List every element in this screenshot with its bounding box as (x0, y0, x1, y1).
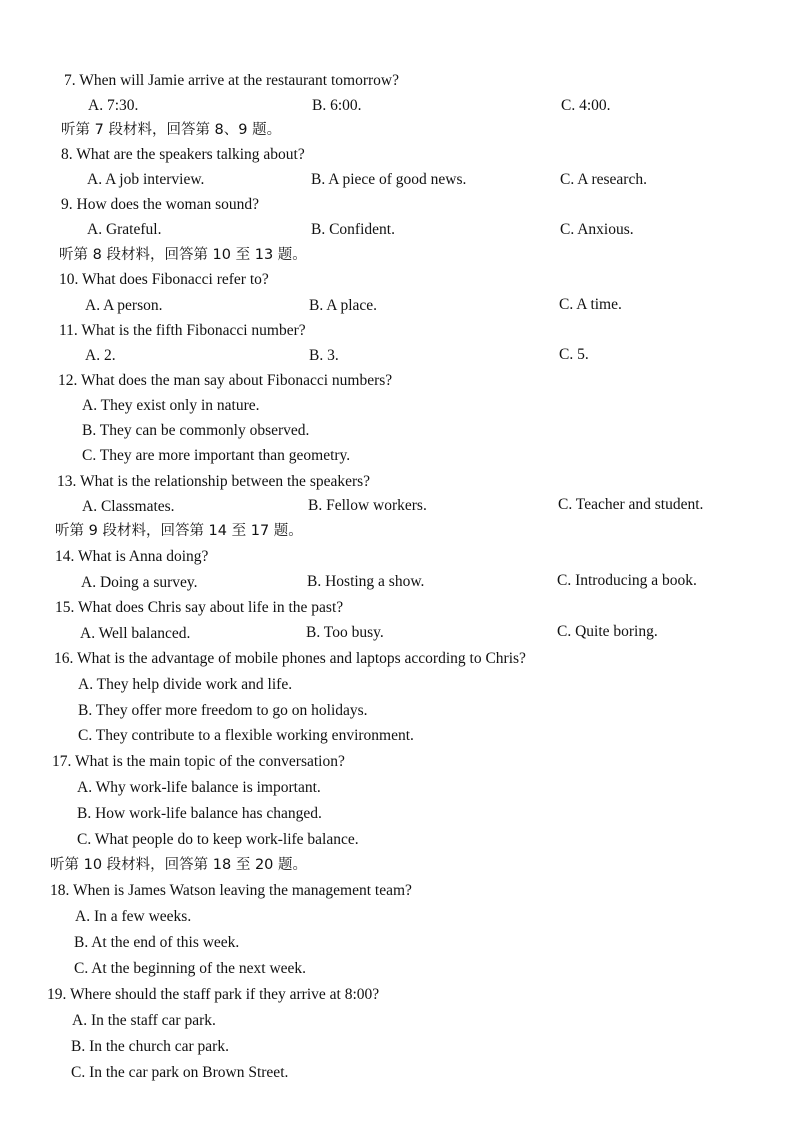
option-10b: B. A place. (309, 297, 378, 314)
option-7a: A. 7:30. (88, 97, 139, 114)
option-9b: B. Confident. (311, 221, 395, 238)
option-14b: B. Hosting a show. (307, 573, 425, 590)
option-12b: B. They can be commonly observed. (82, 422, 310, 439)
option-15b: B. Too busy. (306, 624, 384, 641)
option-8b: B. A piece of good news. (311, 171, 467, 188)
option-16c: C. They contribute to a flexible working environment. (78, 727, 414, 744)
section-heading-10: 听第 10 段材料，回答第 18 至 20 题。 (50, 857, 308, 873)
option-7c: C. 4:00. (561, 97, 611, 114)
section-heading-8: 听第 8 段材料，回答第 10 至 13 题。 (59, 247, 307, 263)
option-12c: C. They are more important than geometry. (82, 447, 351, 464)
option-7b: B. 6:00. (312, 97, 362, 114)
option-9c: C. Anxious. (560, 221, 634, 238)
option-8a: A. A job interview. (87, 171, 205, 188)
question-8: 8. What are the speakers talking about? (61, 146, 305, 163)
section-heading-7: 听第 7 段材料，回答第 8、9 题。 (61, 122, 282, 138)
option-17b: B. How work-life balance has changed. (77, 805, 322, 822)
question-16: 16. What is the advantage of mobile phones and laptops according to Chris? (54, 650, 526, 667)
option-9a: A. Grateful. (87, 221, 162, 238)
option-15a: A. Well balanced. (80, 625, 191, 642)
option-10a: A. A person. (85, 297, 163, 314)
option-17c: C. What people do to keep work-life balance. (77, 831, 359, 848)
option-18b: B. At the end of this week. (74, 934, 240, 951)
option-16b: B. They offer more freedom to go on holidays. (78, 702, 368, 719)
question-12: 12. What does the man say about Fibonacci numbers? (58, 372, 393, 389)
question-18: 18. When is James Watson leaving the management team? (50, 882, 412, 899)
option-13c: C. Teacher and student. (558, 496, 704, 513)
option-17a: A. Why work-life balance is important. (77, 779, 321, 796)
question-10: 10. What does Fibonacci refer to? (59, 271, 269, 288)
option-15c: C. Quite boring. (557, 623, 658, 640)
question-9: 9. How does the woman sound? (61, 196, 260, 213)
option-13a: A. Classmates. (82, 498, 175, 515)
option-10c: C. A time. (559, 296, 622, 313)
option-19a: A. In the staff car park. (72, 1012, 216, 1029)
option-11b: B. 3. (309, 347, 339, 364)
option-13b: B. Fellow workers. (308, 497, 427, 514)
question-14: 14. What is Anna doing? (55, 548, 209, 565)
option-19b: B. In the church car park. (71, 1038, 229, 1055)
option-11a: A. 2. (85, 347, 116, 364)
option-16a: A. They help divide work and life. (78, 676, 293, 693)
option-8c: C. A research. (560, 171, 647, 188)
option-14a: A. Doing a survey. (81, 574, 198, 591)
question-13: 13. What is the relationship between the speakers? (57, 473, 371, 490)
question-19: 19. Where should the staff park if they arrive at 8:00? (47, 986, 380, 1003)
option-18a: A. In a few weeks. (75, 908, 192, 925)
option-18c: C. At the beginning of the next week. (74, 960, 307, 977)
option-14c: C. Introducing a book. (557, 572, 697, 589)
option-11c: C. 5. (559, 346, 589, 363)
question-7: 7. When will Jamie arrive at the restaurant tomorrow? (64, 72, 399, 89)
section-heading-9: 听第 9 段材料，回答第 14 至 17 题。 (55, 523, 303, 539)
option-12a: A. They exist only in nature. (82, 397, 260, 414)
option-19c: C. In the car park on Brown Street. (71, 1064, 289, 1081)
question-15: 15. What does Chris say about life in the past? (55, 599, 344, 616)
question-11: 11. What is the fifth Fibonacci number? (59, 322, 306, 339)
question-17: 17. What is the main topic of the conversation? (52, 753, 345, 770)
